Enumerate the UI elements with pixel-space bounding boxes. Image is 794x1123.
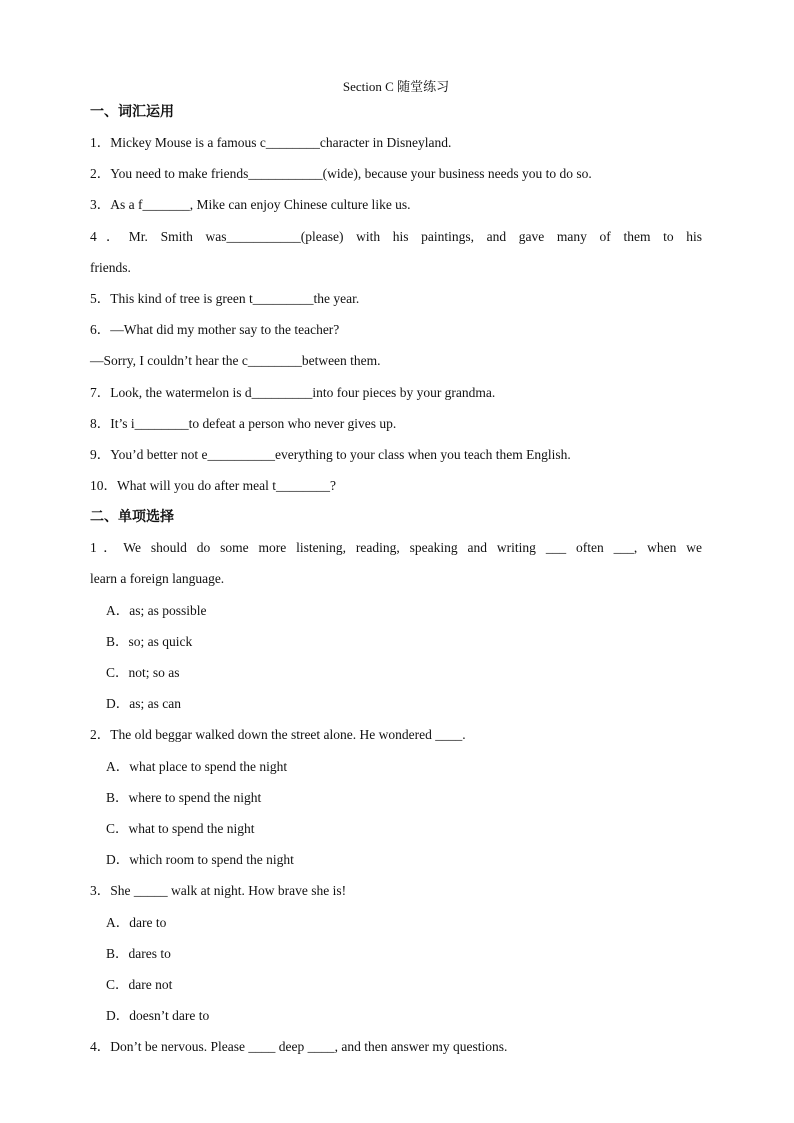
question-3-option-c: C．dare not <box>106 976 173 992</box>
section-heading-vocabulary: 一、词汇运用 <box>90 104 174 120</box>
worksheet-page <box>90 76 702 1067</box>
question-1-stem-continued: learn a foreign language. <box>90 571 225 587</box>
question-3-option-d: D．doesn’t dare to <box>106 1008 210 1024</box>
page-title: Section C 随堂练习 <box>342 79 450 94</box>
question-1-option-b: B．so; as quick <box>106 633 193 649</box>
vocab-item-8: 8．It’s i________to defeat a person who never gives up. <box>90 415 397 431</box>
question-1-option-c: C．not; so as <box>106 665 180 680</box>
question-3-stem: 3．She _____ walk at night. How brave she is! <box>90 883 347 899</box>
vocab-item-6-reply: —Sorry, I couldn’t hear the c________between them. <box>90 353 381 369</box>
question-2-option-c: C．what to spend the night <box>106 820 255 836</box>
section-heading-multiple-choice: 二、单项选择 <box>90 509 174 526</box>
vocab-item-9: 9．You’d better not e__________everything to your class when you teach them English. <box>90 446 571 462</box>
vocab-item-1: 1．Mickey Mouse is a famous c________character in Disneyland. <box>90 135 452 150</box>
question-3-option-a: A．dare to <box>106 914 167 930</box>
question-1-option-d: D．as; as can <box>106 696 181 712</box>
vocab-item-3: 3．As a f_______, Mike can enjoy Chinese culture like us. <box>90 197 411 213</box>
question-1-stem: 1．We should do some more listening, reading, speaking and writing ___ often ___, when we <box>90 540 702 556</box>
question-2-option-a: A．what place to spend the night <box>106 758 288 774</box>
question-4-stem: 4．Don’t be nervous. Please ____ deep ____, and then answer my questions. <box>90 1039 508 1055</box>
question-1-option-a: A．as; as possible <box>106 602 207 618</box>
question-3-option-b: B．dares to <box>106 945 171 961</box>
question-2-option-b: B．where to spend the night <box>106 789 262 805</box>
vocab-item-2: 2．You need to make friends___________(wide), because your business needs you to do so. <box>90 166 592 182</box>
question-2-stem: 2．The old beggar walked down the street alone. He wondered ____. <box>90 727 466 743</box>
question-2-option-d: D．which room to spend the night <box>106 852 294 868</box>
vocab-item-4-continued: friends. <box>90 259 131 275</box>
vocab-item-6: 6．—What did my mother say to the teacher? <box>90 322 340 338</box>
vocab-item-5: 5．This kind of tree is green t_________the year. <box>90 290 360 306</box>
vocab-item-7: 7．Look, the watermelon is d_________into four pieces by your grandma. <box>90 384 496 400</box>
vocab-item-4: 4．Mr. Smith was___________(please) with his paintings, and gave many of them to his <box>90 228 702 244</box>
vocab-item-10: 10．What will you do after meal t________? <box>90 478 336 494</box>
